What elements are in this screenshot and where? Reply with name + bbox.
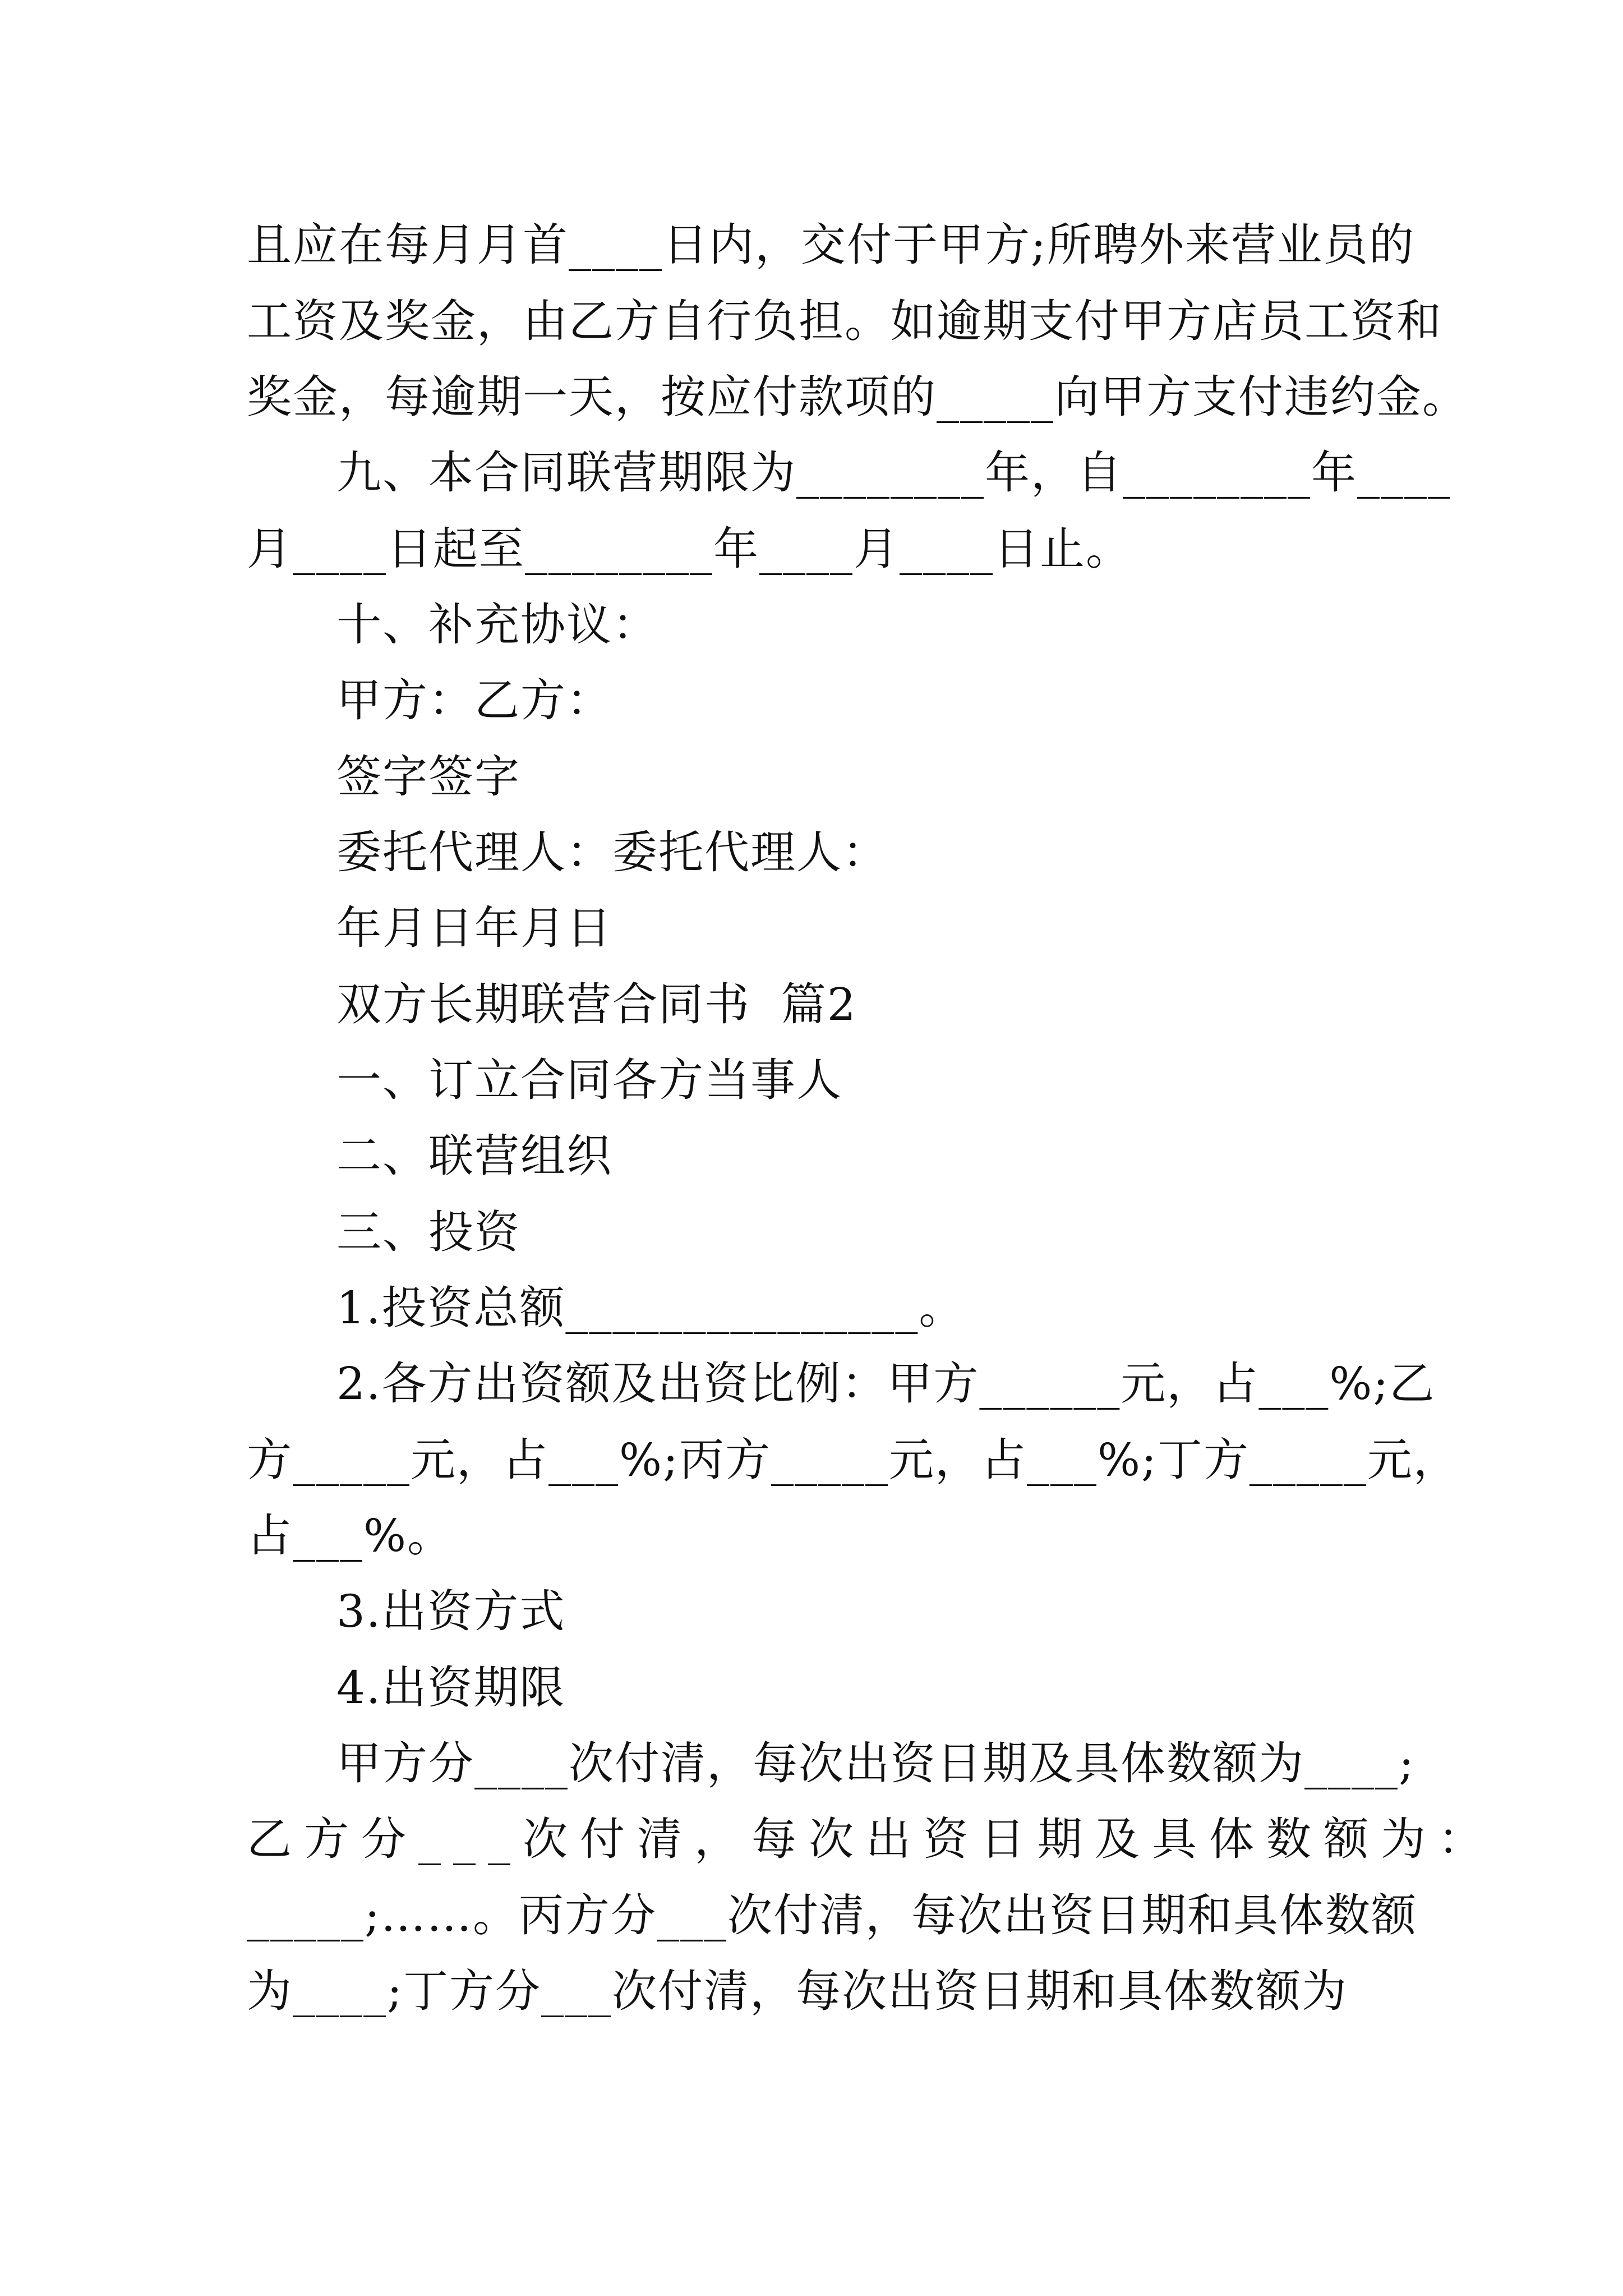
heading-investment: 三、投资 — [336, 1206, 520, 1258]
paragraph-line: 月____日起至________年____月____日止。 — [247, 523, 1132, 575]
paragraph-line: 占___%。 — [247, 1510, 454, 1562]
paragraph-line: 2.各方出资额及出资比例：甲方______元，占___%;乙 — [336, 1358, 1436, 1410]
heading-organization: 二、联营组织 — [336, 1130, 612, 1182]
investment-deadline-line: 4.出资期限 — [336, 1662, 566, 1714]
investment-total-line: 1.投资总额_______________。 — [336, 1282, 965, 1334]
section-title: 双方长期联营合同书 篇2 — [336, 978, 857, 1030]
paragraph-line: 为____;丁方分___次付清，每次出资日期和具体数额为 — [247, 1965, 1348, 2017]
clause-nine-line: 九、本合同联营期限为________年，自________年____ — [336, 447, 1451, 499]
clause-ten-heading: 十、补充协议： — [336, 599, 658, 651]
paragraph-line: 乙方分___次付清，每次出资日期及具体数额为： — [247, 1813, 1495, 1865]
paragraph-line: 工资及奖金，由乙方自行负担。如逾期支付甲方店员工资和 — [247, 295, 1442, 347]
paragraph-line: _____;……。丙方分___次付清，每次出资日期和具体数额 — [247, 1889, 1417, 1941]
signature-labels: 签字签字 — [336, 751, 520, 803]
paragraph-line: 奖金，每逾期一天，按应付款项的_____向甲方支付违约金。 — [247, 371, 1468, 423]
investment-method-line: 3.出资方式 — [336, 1585, 566, 1637]
date-labels: 年月日年月日 — [336, 902, 612, 954]
paragraph-line: 方_____元，占___%;丙方_____元，占___%;丁方_____元， — [247, 1434, 1459, 1486]
paragraph-line: 且应在每月月首____日内，交付于甲方;所聘外来营业员的 — [247, 219, 1415, 271]
paragraph-line: 甲方分____次付清，每次出资日期及具体数额为____; — [336, 1737, 1415, 1789]
party-labels: 甲方：乙方： — [336, 674, 612, 726]
agent-labels: 委托代理人：委托代理人： — [336, 826, 888, 878]
heading-parties: 一、订立合同各方当事人 — [336, 1054, 842, 1106]
